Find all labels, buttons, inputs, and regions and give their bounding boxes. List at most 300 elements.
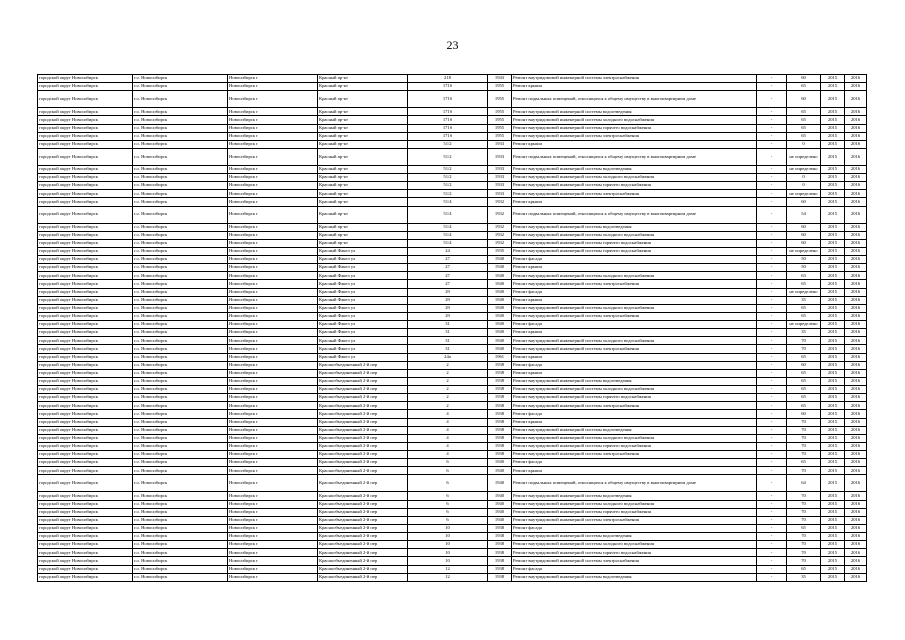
cell-urban-okrug: г.о. Новосибирск (133, 247, 228, 255)
cell-street: Краснообъединенный 2-й пер (318, 524, 408, 532)
cell-house-number: 171б (408, 132, 488, 140)
cell-dash: - (757, 312, 787, 320)
cell-year-from: 2015 (821, 321, 845, 329)
cell-house-number: 6 (408, 500, 488, 508)
cell-year-to: 2016 (845, 434, 867, 442)
cell-work-type: Ремонт крыши (512, 353, 757, 361)
cell-dash: - (757, 116, 787, 124)
cell-urban-okrug: г.о. Новосибирск (133, 410, 228, 418)
cell-work-type: Ремонт фасада (512, 321, 757, 329)
cell-city: Новосибирск г (228, 426, 318, 434)
cell-street: Краснообъединенный 2-й пер (318, 442, 408, 450)
cell-year-from: 2015 (821, 182, 845, 190)
cell-city: Новосибирск г (228, 345, 318, 353)
cell-year-from: 2015 (821, 124, 845, 132)
cell-city: Новосибирск г (228, 190, 318, 198)
cell-year-to: 2016 (845, 377, 867, 385)
cell-build-year: 1938 (488, 410, 512, 418)
cell-work-type: Ремонт фасада (512, 565, 757, 573)
cell-city: Новосибирск г (228, 132, 318, 140)
cell-work-type: Ремонт внутридомовой инженерной системы холодного водоснабжения (512, 272, 757, 280)
cell-municipal-district: городской округ Новосибирск (38, 165, 133, 173)
cell-dash: - (757, 475, 787, 492)
cell-house-number: 10 (408, 533, 488, 541)
cell-street: Красный Факел ул (318, 312, 408, 320)
cell-house-number: 2 (408, 369, 488, 377)
cell-build-year: 1940 (488, 264, 512, 272)
cell-urban-okrug: г.о. Новосибирск (133, 533, 228, 541)
cell-year-to: 2016 (845, 124, 867, 132)
cell-city: Новосибирск г (228, 140, 318, 148)
cell-year-from: 2015 (821, 337, 845, 345)
table-row (38, 402, 867, 410)
table-row (38, 533, 867, 541)
cell-plan-value: 65 (787, 280, 821, 288)
cell-house-number: 51/4 (408, 231, 488, 239)
cell-house-number: 2 (408, 377, 488, 385)
cell-year-from: 2015 (821, 394, 845, 402)
table-row (38, 296, 867, 304)
cell-plan-value: 64 (787, 475, 821, 492)
cell-house-number: 218 (408, 75, 488, 83)
cell-street: Краснообъединенный 2-й пер (318, 467, 408, 475)
cell-municipal-district: городской округ Новосибирск (38, 377, 133, 385)
cell-municipal-district: городской округ Новосибирск (38, 337, 133, 345)
cell-municipal-district: городской округ Новосибирск (38, 508, 133, 516)
cell-work-type: Ремонт подвальных помещений, относящихся к общему имуществу в многоквартирном доме (512, 148, 757, 165)
cell-municipal-district: городской округ Новосибирск (38, 148, 133, 165)
cell-urban-okrug: г.о. Новосибирск (133, 369, 228, 377)
cell-dash: - (757, 239, 787, 247)
cell-year-from: 2015 (821, 418, 845, 426)
cell-municipal-district: городской округ Новосибирск (38, 182, 133, 190)
cell-plan-value: не определено (787, 247, 821, 255)
cell-municipal-district: городской округ Новосибирск (38, 353, 133, 361)
table-row (38, 565, 867, 573)
cell-dash: - (757, 288, 787, 296)
table-row (38, 304, 867, 312)
cell-street: Красный пр-кт (318, 223, 408, 231)
cell-house-number: 4 (408, 442, 488, 450)
cell-plan-value: 35 (787, 296, 821, 304)
cell-city: Новосибирск г (228, 312, 318, 320)
cell-dash: - (757, 190, 787, 198)
cell-dash: - (757, 247, 787, 255)
cell-work-type: Ремонт фасада (512, 288, 757, 296)
cell-urban-okrug: г.о. Новосибирск (133, 140, 228, 148)
cell-dash: - (757, 108, 787, 116)
cell-year-to: 2016 (845, 223, 867, 231)
cell-year-from: 2015 (821, 140, 845, 148)
cell-dash: - (757, 467, 787, 475)
cell-dash: - (757, 91, 787, 108)
table-row (38, 264, 867, 272)
cell-municipal-district: городской округ Новосибирск (38, 394, 133, 402)
cell-year-to: 2016 (845, 239, 867, 247)
cell-work-type: Ремонт внутридомовой инженерной системы электроснабжения (512, 132, 757, 140)
cell-year-from: 2015 (821, 492, 845, 500)
cell-house-number: 10 (408, 541, 488, 549)
cell-urban-okrug: г.о. Новосибирск (133, 83, 228, 91)
cell-urban-okrug: г.о. Новосибирск (133, 508, 228, 516)
cell-work-type: Ремонт крыши (512, 329, 757, 337)
cell-year-to: 2016 (845, 206, 867, 223)
table-row (38, 116, 867, 124)
cell-street: Красный пр-кт (318, 165, 408, 173)
cell-urban-okrug: г.о. Новосибирск (133, 75, 228, 83)
cell-municipal-district: городской округ Новосибирск (38, 239, 133, 247)
cell-street: Краснообъединенный 2-й пер (318, 565, 408, 573)
cell-urban-okrug: г.о. Новосибирск (133, 312, 228, 320)
cell-build-year: 1938 (488, 402, 512, 410)
cell-build-year: 1938 (488, 573, 512, 581)
table-row (38, 124, 867, 132)
cell-year-from: 2015 (821, 402, 845, 410)
cell-house-number: 6 (408, 475, 488, 492)
cell-urban-okrug: г.о. Новосибирск (133, 231, 228, 239)
cell-plan-value: 0 (787, 140, 821, 148)
cell-dash: - (757, 426, 787, 434)
cell-street: Красный пр-кт (318, 140, 408, 148)
cell-work-type: Ремонт внутридомовой инженерной системы горячего водоснабжения (512, 394, 757, 402)
cell-city: Новосибирск г (228, 116, 318, 124)
cell-city: Новосибирск г (228, 256, 318, 264)
cell-municipal-district: городской округ Новосибирск (38, 296, 133, 304)
cell-year-from: 2015 (821, 369, 845, 377)
cell-plan-value: 50 (787, 256, 821, 264)
cell-city: Новосибирск г (228, 434, 318, 442)
cell-municipal-district: городской округ Новосибирск (38, 386, 133, 394)
cell-urban-okrug: г.о. Новосибирск (133, 239, 228, 247)
cell-year-from: 2015 (821, 256, 845, 264)
cell-city: Новосибирск г (228, 75, 318, 83)
cell-plan-value: 65 (787, 132, 821, 140)
cell-year-to: 2016 (845, 516, 867, 524)
cell-year-from: 2015 (821, 312, 845, 320)
cell-street: Красный пр-кт (318, 75, 408, 83)
cell-year-from: 2015 (821, 132, 845, 140)
cell-plan-value: 65 (787, 459, 821, 467)
cell-build-year: 1932 (488, 231, 512, 239)
cell-year-to: 2016 (845, 345, 867, 353)
cell-urban-okrug: г.о. Новосибирск (133, 434, 228, 442)
cell-house-number: 51/2 (408, 148, 488, 165)
cell-dash: - (757, 198, 787, 206)
cell-urban-okrug: г.о. Новосибирск (133, 492, 228, 500)
table-row (38, 148, 867, 165)
cell-municipal-district: городской округ Новосибирск (38, 321, 133, 329)
cell-urban-okrug: г.о. Новосибирск (133, 394, 228, 402)
cell-year-from: 2015 (821, 573, 845, 581)
cell-build-year: 1940 (488, 516, 512, 524)
cell-house-number: 29 (408, 312, 488, 320)
cell-work-type: Ремонт подвальных помещений, относящихся к общему имуществу в многоквартирном доме (512, 91, 757, 108)
cell-house-number: 31 (408, 337, 488, 345)
cell-year-from: 2015 (821, 557, 845, 565)
cell-dash: - (757, 377, 787, 385)
cell-city: Новосибирск г (228, 124, 318, 132)
cell-build-year: 1940 (488, 508, 512, 516)
cell-municipal-district: городской округ Новосибирск (38, 361, 133, 369)
cell-city: Новосибирск г (228, 296, 318, 304)
cell-house-number: 29 (408, 296, 488, 304)
cell-street: Краснообъединенный 2-й пер (318, 492, 408, 500)
cell-city: Новосибирск г (228, 83, 318, 91)
cell-year-from: 2015 (821, 190, 845, 198)
cell-plan-value: 60 (787, 223, 821, 231)
cell-year-to: 2016 (845, 402, 867, 410)
cell-city: Новосибирск г (228, 377, 318, 385)
cell-work-type: Ремонт фасада (512, 361, 757, 369)
cell-house-number: 2 (408, 386, 488, 394)
cell-work-type: Ремонт внутридомовой инженерной системы электроснабжения (512, 451, 757, 459)
cell-street: Красный Факел ул (318, 280, 408, 288)
cell-dash: - (757, 573, 787, 581)
cell-municipal-district: городской округ Новосибирск (38, 272, 133, 280)
cell-city: Новосибирск г (228, 573, 318, 581)
cell-build-year: 1938 (488, 524, 512, 532)
table-row (38, 280, 867, 288)
cell-city: Новосибирск г (228, 459, 318, 467)
cell-urban-okrug: г.о. Новосибирск (133, 198, 228, 206)
cell-municipal-district: городской округ Новосибирск (38, 190, 133, 198)
table-row (38, 508, 867, 516)
cell-urban-okrug: г.о. Новосибирск (133, 565, 228, 573)
cell-urban-okrug: г.о. Новосибирск (133, 190, 228, 198)
cell-year-from: 2015 (821, 108, 845, 116)
cell-work-type: Ремонт внутридомовой инженерной системы водоотведения (512, 426, 757, 434)
cell-city: Новосибирск г (228, 442, 318, 450)
cell-work-type: Ремонт крыши (512, 467, 757, 475)
cell-year-from: 2015 (821, 386, 845, 394)
cell-year-to: 2016 (845, 116, 867, 124)
cell-plan-value: не определено (787, 321, 821, 329)
cell-build-year: 1938 (488, 442, 512, 450)
cell-municipal-district: городской округ Новосибирск (38, 524, 133, 532)
cell-year-to: 2016 (845, 353, 867, 361)
cell-street: Краснообъединенный 2-й пер (318, 508, 408, 516)
cell-build-year: 1938 (488, 434, 512, 442)
cell-build-year: 1938 (488, 451, 512, 459)
table-row (38, 223, 867, 231)
cell-street: Краснообъединенный 2-й пер (318, 533, 408, 541)
cell-house-number: 51/4 (408, 239, 488, 247)
table-row (38, 467, 867, 475)
cell-municipal-district: городской округ Новосибирск (38, 345, 133, 353)
cell-plan-value: 70 (787, 345, 821, 353)
cell-work-type: Ремонт внутридомовой инженерной системы горячего водоснабжения (512, 239, 757, 247)
cell-urban-okrug: г.о. Новосибирск (133, 516, 228, 524)
cell-street: Красный Факел ул (318, 288, 408, 296)
cell-dash: - (757, 508, 787, 516)
cell-municipal-district: городской округ Новосибирск (38, 264, 133, 272)
cell-build-year: 1940 (488, 312, 512, 320)
cell-street: Краснообъединенный 2-й пер (318, 541, 408, 549)
cell-city: Новосибирск г (228, 337, 318, 345)
cell-municipal-district: городской округ Новосибирск (38, 108, 133, 116)
cell-urban-okrug: г.о. Новосибирск (133, 116, 228, 124)
table-row (38, 75, 867, 83)
cell-urban-okrug: г.о. Новосибирск (133, 124, 228, 132)
cell-municipal-district: городской округ Новосибирск (38, 280, 133, 288)
table-row (38, 369, 867, 377)
cell-urban-okrug: г.о. Новосибирск (133, 174, 228, 182)
cell-year-to: 2016 (845, 165, 867, 173)
cell-house-number: 27 (408, 272, 488, 280)
cell-house-number: 4 (408, 426, 488, 434)
cell-year-from: 2015 (821, 345, 845, 353)
cell-year-to: 2016 (845, 442, 867, 450)
cell-build-year: 1938 (488, 361, 512, 369)
cell-year-to: 2016 (845, 296, 867, 304)
cell-work-type: Ремонт внутридомовой инженерной системы холодного водоснабжения (512, 386, 757, 394)
cell-city: Новосибирск г (228, 247, 318, 255)
cell-street: Красный пр-кт (318, 239, 408, 247)
cell-city: Новосибирск г (228, 557, 318, 565)
cell-work-type: Ремонт внутридомовой инженерной системы холодного водоснабжения (512, 231, 757, 239)
cell-year-to: 2016 (845, 337, 867, 345)
cell-plan-value: 65 (787, 124, 821, 132)
cell-build-year: 1938 (488, 386, 512, 394)
cell-house-number: 51/2 (408, 174, 488, 182)
cell-plan-value: 60 (787, 231, 821, 239)
cell-street: Краснообъединенный 2-й пер (318, 402, 408, 410)
cell-build-year: 1932 (488, 223, 512, 231)
cell-city: Новосибирск г (228, 549, 318, 557)
cell-year-from: 2015 (821, 549, 845, 557)
cell-municipal-district: городской округ Новосибирск (38, 549, 133, 557)
table-row (38, 231, 867, 239)
cell-year-to: 2016 (845, 508, 867, 516)
cell-street: Краснообъединенный 2-й пер (318, 451, 408, 459)
cell-urban-okrug: г.о. Новосибирск (133, 337, 228, 345)
cell-year-from: 2015 (821, 148, 845, 165)
cell-year-to: 2016 (845, 182, 867, 190)
cell-work-type: Ремонт внутридомовой инженерной системы горячего водоснабжения (512, 182, 757, 190)
table-row (38, 91, 867, 108)
cell-year-to: 2016 (845, 418, 867, 426)
cell-street: Краснообъединенный 2-й пер (318, 434, 408, 442)
cell-city: Новосибирск г (228, 91, 318, 108)
cell-house-number: 29 (408, 288, 488, 296)
cell-plan-value: 60 (787, 410, 821, 418)
cell-street: Краснообъединенный 2-й пер (318, 549, 408, 557)
cell-city: Новосибирск г (228, 321, 318, 329)
cell-build-year: 1955 (488, 132, 512, 140)
cell-plan-value: 65 (787, 116, 821, 124)
cell-work-type: Ремонт подвальных помещений, относящихся к общему имуществу в многоквартирном доме (512, 475, 757, 492)
cell-dash: - (757, 165, 787, 173)
cell-year-to: 2016 (845, 369, 867, 377)
table-row (38, 549, 867, 557)
cell-house-number: 6 (408, 459, 488, 467)
cell-municipal-district: городской округ Новосибирск (38, 557, 133, 565)
cell-dash: - (757, 386, 787, 394)
cell-dash: - (757, 418, 787, 426)
cell-plan-value: 65 (787, 524, 821, 532)
cell-street: Краснообъединенный 2-й пер (318, 369, 408, 377)
cell-build-year: 1938 (488, 533, 512, 541)
cell-plan-value: 65 (787, 108, 821, 116)
cell-year-to: 2016 (845, 549, 867, 557)
cell-dash: - (757, 565, 787, 573)
cell-year-from: 2015 (821, 524, 845, 532)
cell-street: Красный пр-кт (318, 174, 408, 182)
cell-street: Красный пр-кт (318, 198, 408, 206)
cell-year-from: 2015 (821, 459, 845, 467)
cell-build-year: 1938 (488, 541, 512, 549)
cell-year-from: 2015 (821, 83, 845, 91)
cell-build-year: 1940 (488, 304, 512, 312)
cell-urban-okrug: г.о. Новосибирск (133, 386, 228, 394)
cell-municipal-district: городской округ Новосибирск (38, 533, 133, 541)
cell-plan-value: не определено (787, 148, 821, 165)
cell-street: Красный пр-кт (318, 182, 408, 190)
table-row (38, 442, 867, 450)
cell-work-type: Ремонт внутридомовой инженерной системы электроснабжения (512, 75, 757, 83)
cell-city: Новосибирск г (228, 272, 318, 280)
cell-city: Новосибирск г (228, 500, 318, 508)
cell-municipal-district: городской округ Новосибирск (38, 75, 133, 83)
table-row (38, 132, 867, 140)
cell-build-year: 1940 (488, 272, 512, 280)
cell-year-to: 2016 (845, 329, 867, 337)
cell-work-type: Ремонт внутридомовой инженерной системы горячего водоснабжения (512, 247, 757, 255)
cell-street: Краснообъединенный 2-й пер (318, 386, 408, 394)
cell-year-to: 2016 (845, 140, 867, 148)
cell-work-type: Ремонт фасада (512, 410, 757, 418)
cell-house-number: 2 (408, 402, 488, 410)
cell-work-type: Ремонт внутридомовой инженерной системы водоотведения (512, 492, 757, 500)
cell-municipal-district: городской округ Новосибирск (38, 516, 133, 524)
page-number: 23 (446, 38, 459, 52)
cell-house-number: 171б (408, 108, 488, 116)
table-row (38, 524, 867, 532)
cell-house-number: 51/2 (408, 182, 488, 190)
table-row (38, 345, 867, 353)
cell-work-type: Ремонт внутридомовой инженерной системы электроснабжения (512, 280, 757, 288)
cell-plan-value: 65 (787, 386, 821, 394)
cell-dash: - (757, 231, 787, 239)
cell-street: Красный Факел ул (318, 256, 408, 264)
cell-city: Новосибирск г (228, 467, 318, 475)
cell-urban-okrug: г.о. Новосибирск (133, 280, 228, 288)
cell-house-number: 51/2 (408, 140, 488, 148)
cell-house-number: 10 (408, 549, 488, 557)
cell-urban-okrug: г.о. Новосибирск (133, 573, 228, 581)
cell-municipal-district: городской округ Новосибирск (38, 492, 133, 500)
cell-year-to: 2016 (845, 394, 867, 402)
cell-house-number: 6 (408, 516, 488, 524)
cell-build-year: 1940 (488, 256, 512, 264)
cell-work-type: Ремонт фасада (512, 256, 757, 264)
cell-build-year: 1932 (488, 198, 512, 206)
cell-work-type: Ремонт внутридомовой инженерной системы электроснабжения (512, 312, 757, 320)
cell-municipal-district: городской округ Новосибирск (38, 329, 133, 337)
cell-house-number: 51/4 (408, 198, 488, 206)
cell-street: Краснообъединенный 2-й пер (318, 516, 408, 524)
cell-municipal-district: городской округ Новосибирск (38, 451, 133, 459)
cell-build-year: 1938 (488, 549, 512, 557)
cell-urban-okrug: г.о. Новосибирск (133, 91, 228, 108)
cell-year-from: 2015 (821, 361, 845, 369)
cell-urban-okrug: г.о. Новосибирск (133, 426, 228, 434)
cell-year-to: 2016 (845, 272, 867, 280)
cell-municipal-district: городской округ Новосибирск (38, 565, 133, 573)
cell-street: Краснообъединенный 2-й пер (318, 459, 408, 467)
cell-street: Краснообъединенный 2-й пер (318, 426, 408, 434)
cell-urban-okrug: г.о. Новосибирск (133, 402, 228, 410)
